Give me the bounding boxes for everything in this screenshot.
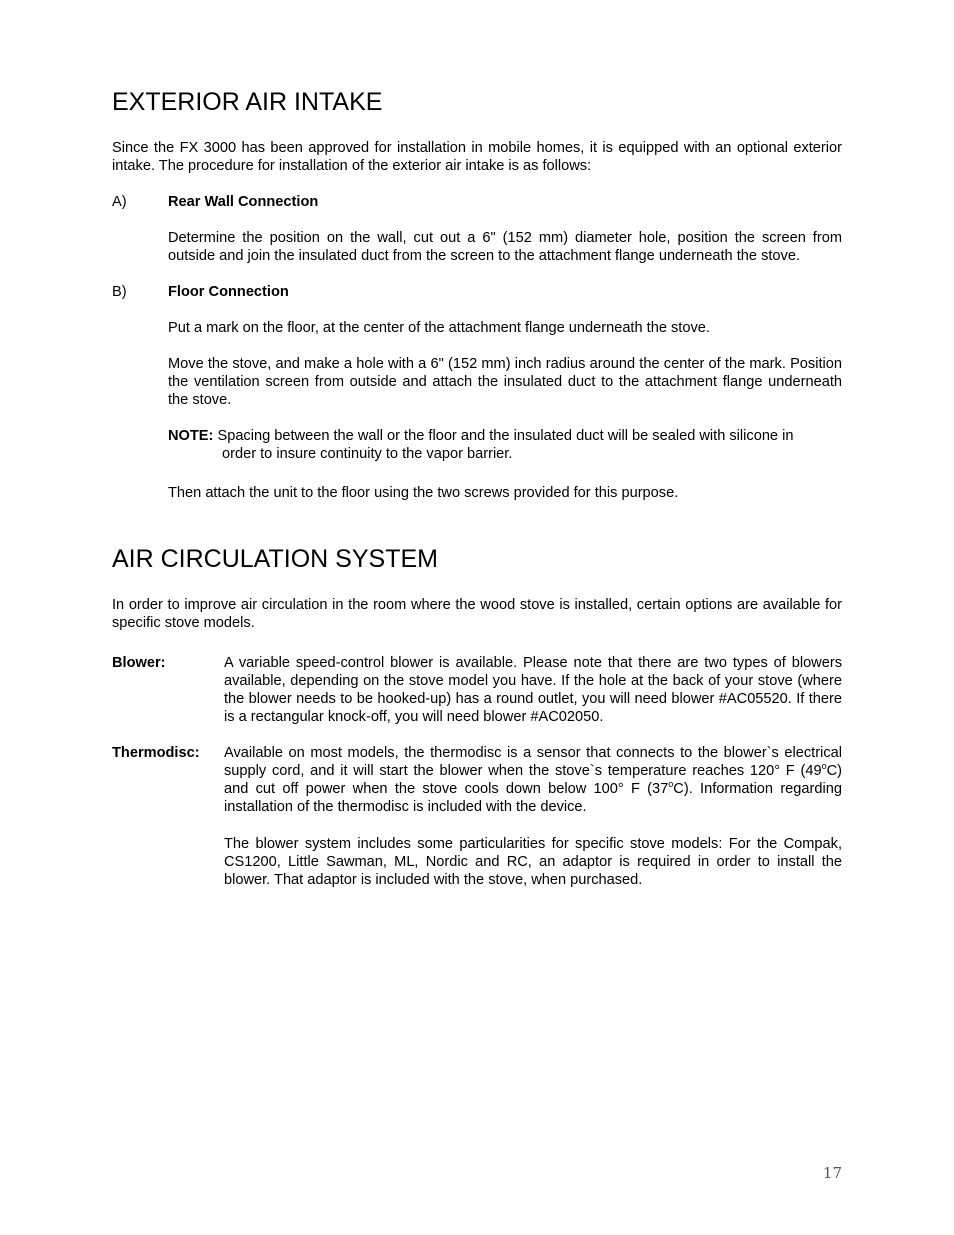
blower-system-particularities: The blower system includes some particularities for specific stove models: For the Compak, CS1200, Little Sawman, ML, Nordic and RC, an adaptor is required in order to install the blower. That adaptor is included with the stove, when purchased. (224, 836, 842, 888)
thermodisc-label: Thermodisc: (112, 745, 200, 761)
degree-superscript-2: o (668, 779, 674, 789)
note-block (168, 427, 842, 463)
item-a-title: Rear Wall Connection (168, 194, 319, 210)
note-line-2: order to insure continuity to the vapor barrier. (222, 446, 513, 462)
item-b-marker: B) (112, 284, 127, 300)
section-heading-exterior-air-intake: EXTERIOR AIR INTAKE (112, 88, 383, 116)
blower-text: A variable speed-control blower is available. Please note that there are two types of blowers available, depending on the stove model you have. If the hole at the back of your stove (where the blower needs to be hooked-up) has a round outlet, you will need blower #AC05520. If there is a rectangular knock-off, you will need blower #AC02050. (224, 655, 842, 725)
note-label: NOTE: (168, 428, 214, 444)
thermodisc-text (224, 744, 842, 816)
item-b-text-hole: Move the stove, and make a hole with a 6" (152 mm) inch radius around the center of the mark. Position the ventilation screen from outside and attach the insulated duct to the attachment flange underneath the stove. (168, 356, 842, 408)
item-a-marker: A) (112, 194, 127, 210)
thermodisc-text-part-1: Available on most models, the thermodisc is a sensor that connects to the blower`s electrical supply cord, and it will start the blower when the stove`s temperature reaches 120° F (49 (224, 745, 842, 779)
blower-label: Blower: (112, 655, 166, 671)
item-b-title: Floor Connection (168, 284, 289, 300)
item-b-text-mark: Put a mark on the floor, at the center of the attachment flange underneath the stove. (168, 320, 710, 336)
note-line-1: Spacing between the wall or the floor and the insulated duct will be sealed with silicone in (217, 428, 794, 444)
degree-superscript-1: o (821, 761, 827, 771)
intro-paragraph: Since the FX 3000 has been approved for installation in mobile homes, it is equipped with an optional exterior intake. The procedure for installation of the exterior air intake is as follows: (112, 140, 842, 174)
page-number: 17 (822, 1164, 842, 1182)
section-heading-air-circulation-system: AIR CIRCULATION SYSTEM (112, 545, 438, 573)
item-b-text-attach: Then attach the unit to the floor using the two screws provided for this purpose. (168, 485, 679, 501)
thermodisc-text-part-2: C) and cut off power when the stove cools down below 100° F (37 (224, 763, 842, 797)
item-a-text: Determine the position on the wall, cut out a 6" (152 mm) diameter hole, position the screen from outside and join the insulated duct from the screen to the attachment flange underneath the stove. (168, 230, 842, 264)
thermodisc-text-part-3: C). Information regarding installation of the thermodisc is included with the device. (224, 781, 842, 815)
air-circulation-intro: In order to improve air circulation in the room where the wood stove is installed, certain options are available for specific stove models. (112, 597, 842, 631)
